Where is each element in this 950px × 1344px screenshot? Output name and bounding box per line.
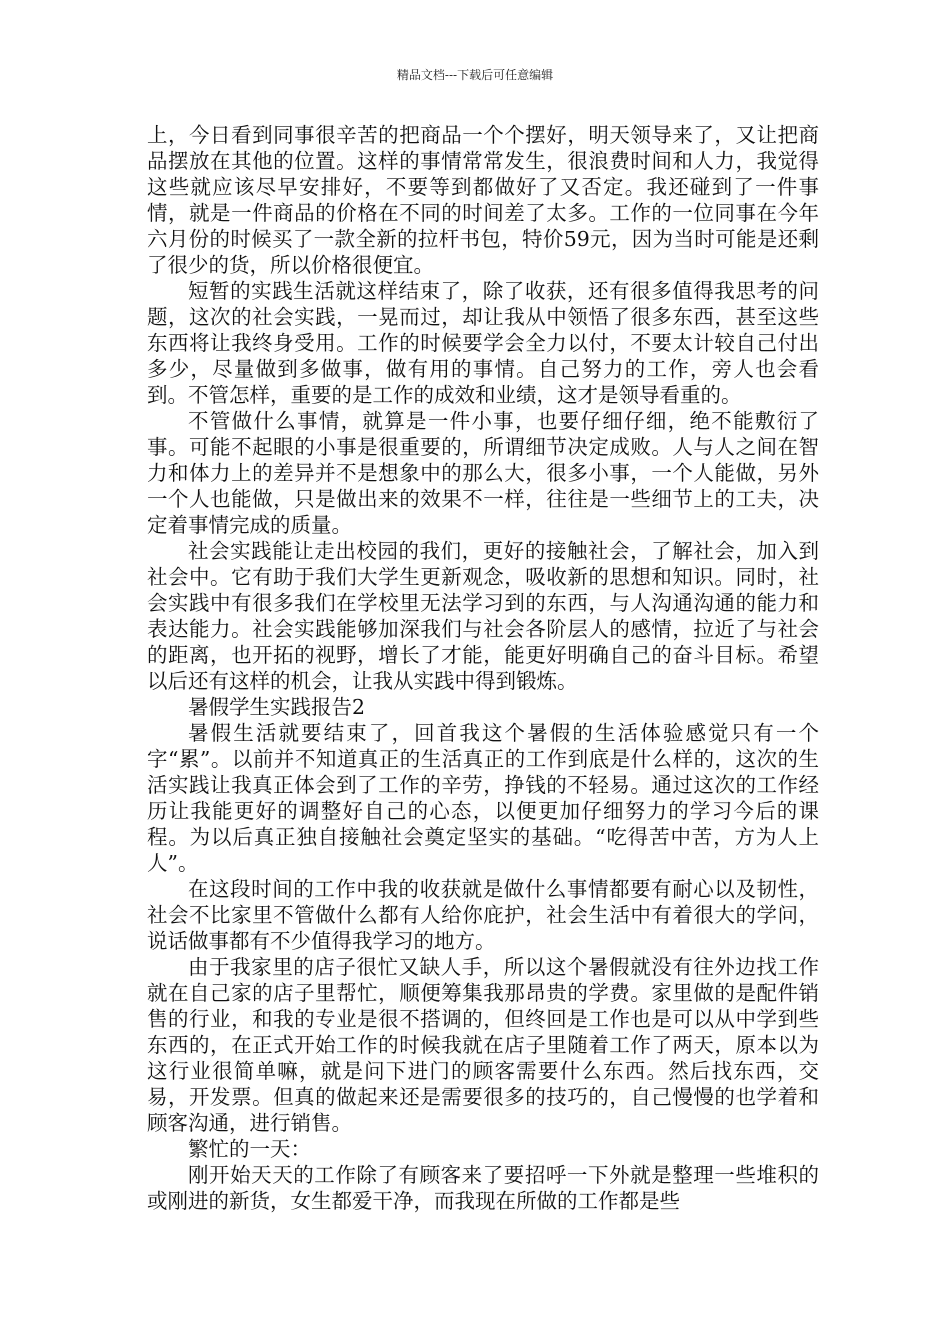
page-header: 精品文档---下载后可任意编辑 — [396, 68, 554, 82]
subheading: 繁忙的一天： — [188, 1137, 311, 1161]
paragraph: 上，今日看到同事很辛苦的把商品一个个摆好，明天领导来了，又让把商品摆放在其他的位置。这样的事情常常发生，很浪费时间和人力，我觉得这些就应该尽早安排好，不要等到都做好了又否定。我还碰到了一件事情，就是一件商品的价格在不同的时间差了太多。工作的一位同事在今年六月份的时候买了一款全新的拉杆书包，特价59元，因为当时可能是还剩了很少的货，所以价格很便宜。 — [147, 123, 819, 277]
document-body — [147, 122, 819, 1214]
paragraph: 短暂的实践生活就这样结束了，除了收获，还有很多值得我思考的问题，这次的社会实践，一晃而过，却让我从中领悟了很多东西，甚至这些东西将让我终身受用。工作的时候要学会全力以付，不要太计较自己付出多少，尽量做到多做事，做有用的事情。自己努力的工作，旁人也会看到。不管怎样，重要的是工作的成效和业绩，这才是领导看重的。 — [147, 279, 819, 407]
paragraph: 暑假生活就要结束了，回首我这个暑假的生活体验感觉只有一个字“累”。以前并不知道真正的生活真正的工作到底是什么样的，这次的生活实践让我真正体会到了工作的辛劳，挣钱的不轻易。通过这次的工作经历让我能更好的调整好自己的心态，以便更加仔细努力的学习今后的课程。为以后真正独自接触社会奠定坚实的基础。“吃得苦中苦，方为人上人”。 — [147, 721, 819, 875]
paragraph: 社会实践能让走出校园的我们，更好的接触社会，了解社会，加入到社会中。它有助于我们大学生更新观念，吸收新的思想和知识。同时，社会实践中有很多我们在学校里无法学习到的东西，与人沟通沟通的能力和表达能力。社会实践能够加深我们与社会各阶层人的感情，拉近了与社会的距离，也开拓的视野，增长了才能，能更好明确自己的奋斗目标。希望以后还有这样的机会，让我从实践中得到锻炼。 — [147, 539, 819, 693]
paragraph: 在这段时间的工作中我的收获就是做什么事情都要有耐心以及韧性，社会不比家里不管做什么都有人给你庇护，社会生活中有着很大的学问，说话做事都有不少值得我学习的地方。 — [147, 877, 819, 953]
paragraph: 刚开始天天的工作除了有顾客来了要招呼一下外就是整理一些堆积的或刚进的新货，女生都爱干净，而我现在所做的工作都是些 — [147, 1163, 819, 1213]
paragraph: 不管做什么事情，就算是一件小事，也要仔细仔细，绝不能敷衍了事。可能不起眼的小事是很重要的，所谓细节决定成败。人与人之间在智力和体力上的差异并不是想象中的那么大，很多小事，一个人能做，另外一个人也能做，只是做出来的效果不一样，往往是一些细节上的工夫，决定着事情完成的质量。 — [147, 409, 819, 537]
section-heading: 暑假学生实践报告2 — [188, 695, 366, 719]
paragraph: 由于我家里的店子很忙又缺人手，所以这个暑假就没有往外边找工作就在自己家的店子里帮忙，顺便筹集我那昂贵的学费。家里做的是配件销售的行业，和我的专业是很不搭调的，但终回是工作也是可以从中学到些东西的，在正式开始工作的时候我就在店子里随着工作了两天，原本以为这行业很简单嘛，就是问下进门的顾客需要什么东西。然后找东西，交易，开发票。但真的做起来还是需要很多的技巧的，自己慢慢的也学着和顾客沟通，进行销售。 — [147, 955, 819, 1135]
